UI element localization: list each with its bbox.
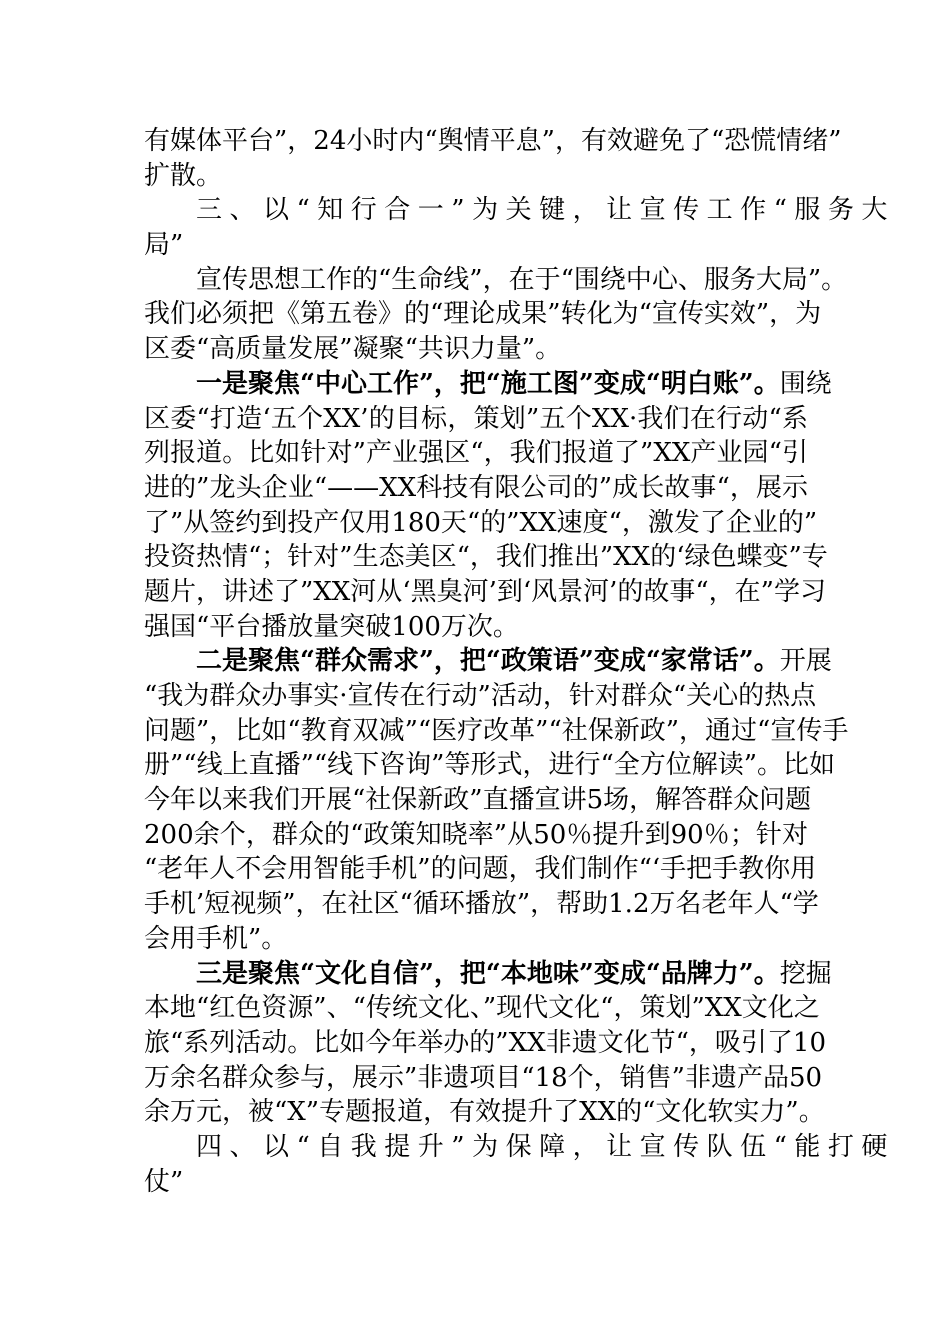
text-line: 区委“高质量发展”凝聚“共识力量”。 bbox=[144, 334, 562, 365]
text-line: 旅“系列活动。比如今年举办的”XX非遗文化节“，吸引了10 bbox=[144, 1027, 826, 1058]
section-heading: 三、以“知行合一”为关键，让宣传工作“服务大 bbox=[196, 195, 895, 226]
text-line: 宣传思想工作的“生命线”，在于“围绕中心、服务大局”。 bbox=[196, 264, 848, 295]
text-line: “我为群众办事实·宣传在行动”活动，针对群众“关心的热点 bbox=[144, 681, 817, 711]
bold-lead-text: 二是聚焦“群众需求”，把“政策语”变成“家常话”。 bbox=[196, 646, 780, 677]
text-span: 开展 bbox=[779, 646, 832, 677]
section-heading-cont: 仗” bbox=[144, 1166, 184, 1197]
text-span: 围绕 bbox=[779, 368, 832, 399]
text-line: 今年以来我们开展“社保新政”直播宣讲5场，解答群众问题 bbox=[144, 785, 812, 816]
text-line: 了”从签约到投产仅用180天“的”XX速度“，激发了企业的” bbox=[144, 507, 818, 538]
text-line: 册”“线上直播”“线下咨询”等形式，进行“全方位解读”。比如 bbox=[144, 750, 836, 781]
text-line: 区委“打造‘五个XX’的目标，策划”五个XX·我们在行动“系 bbox=[144, 403, 808, 434]
text-line: 我们必须把《第五卷》的“理论成果”转化为“宣传实效”，为 bbox=[144, 299, 822, 330]
text-line: 余万元，被“X”专题报道，有效提升了XX的“文化软实力”。 bbox=[144, 1097, 825, 1128]
text-line: 题片，讲述了”XX河从‘黑臭河’到‘风景河’的故事“，在”学习 bbox=[144, 576, 826, 607]
text-line: 有媒体平台”，24小时内“舆情平息”，有效避免了“恐慌情绪” bbox=[144, 126, 842, 156]
text-line: 手机’短视频”，在社区“循环播放”，帮助1.2万名老年人“学 bbox=[144, 889, 819, 920]
text-line: 进的”龙头企业“——XX科技有限公司的”成长故事“，展示 bbox=[144, 472, 808, 503]
text-line: 投资热情“；针对”生态美区“，我们推出”XX的‘绿色蝶变”专 bbox=[144, 542, 828, 573]
bold-lead-text: 一是聚焦“中心工作”，把“施工图”变成“明白账”。 bbox=[196, 368, 780, 399]
text-span: 挖掘 bbox=[779, 958, 832, 989]
text-line: 200余个，群众的“政策知晓率”从50％提升到90％；针对 bbox=[144, 819, 808, 850]
section-heading-cont: 局” bbox=[144, 230, 184, 261]
text-line: 列报道。比如针对”产业强区“，我们报道了”XX产业园“引 bbox=[144, 438, 808, 469]
text-line: 强国“平台播放量突破100万次。 bbox=[144, 611, 519, 642]
text-line: 本地“红色资源”、“传统文化、”现代文化“，策划”XX文化之 bbox=[144, 993, 820, 1024]
paragraph-lead-line bbox=[144, 957, 832, 992]
paragraph-lead-line bbox=[144, 644, 832, 679]
section-heading: 四、以“自我提升”为保障，让宣传队伍“能打硬 bbox=[196, 1131, 895, 1162]
text-line: “老年人不会用智能手机”的问题，我们制作“‘手把手教你用 bbox=[144, 854, 817, 885]
text-line: 万余名群众参与，展示”非遗项目“18个，销售”非遗产品50 bbox=[144, 1062, 823, 1093]
text-line: 问题”，比如“教育双减”“医疗改革”“社保新政”，通过“宣传手 bbox=[144, 715, 849, 746]
paragraph-lead-line bbox=[144, 367, 832, 402]
bold-lead-text: 三是聚焦“文化自信”，把“本地味”变成“品牌力”。 bbox=[196, 958, 780, 989]
document-page bbox=[144, 124, 895, 1199]
text-line: 会用手机”。 bbox=[144, 923, 288, 954]
text-line: 扩散。 bbox=[144, 160, 223, 191]
